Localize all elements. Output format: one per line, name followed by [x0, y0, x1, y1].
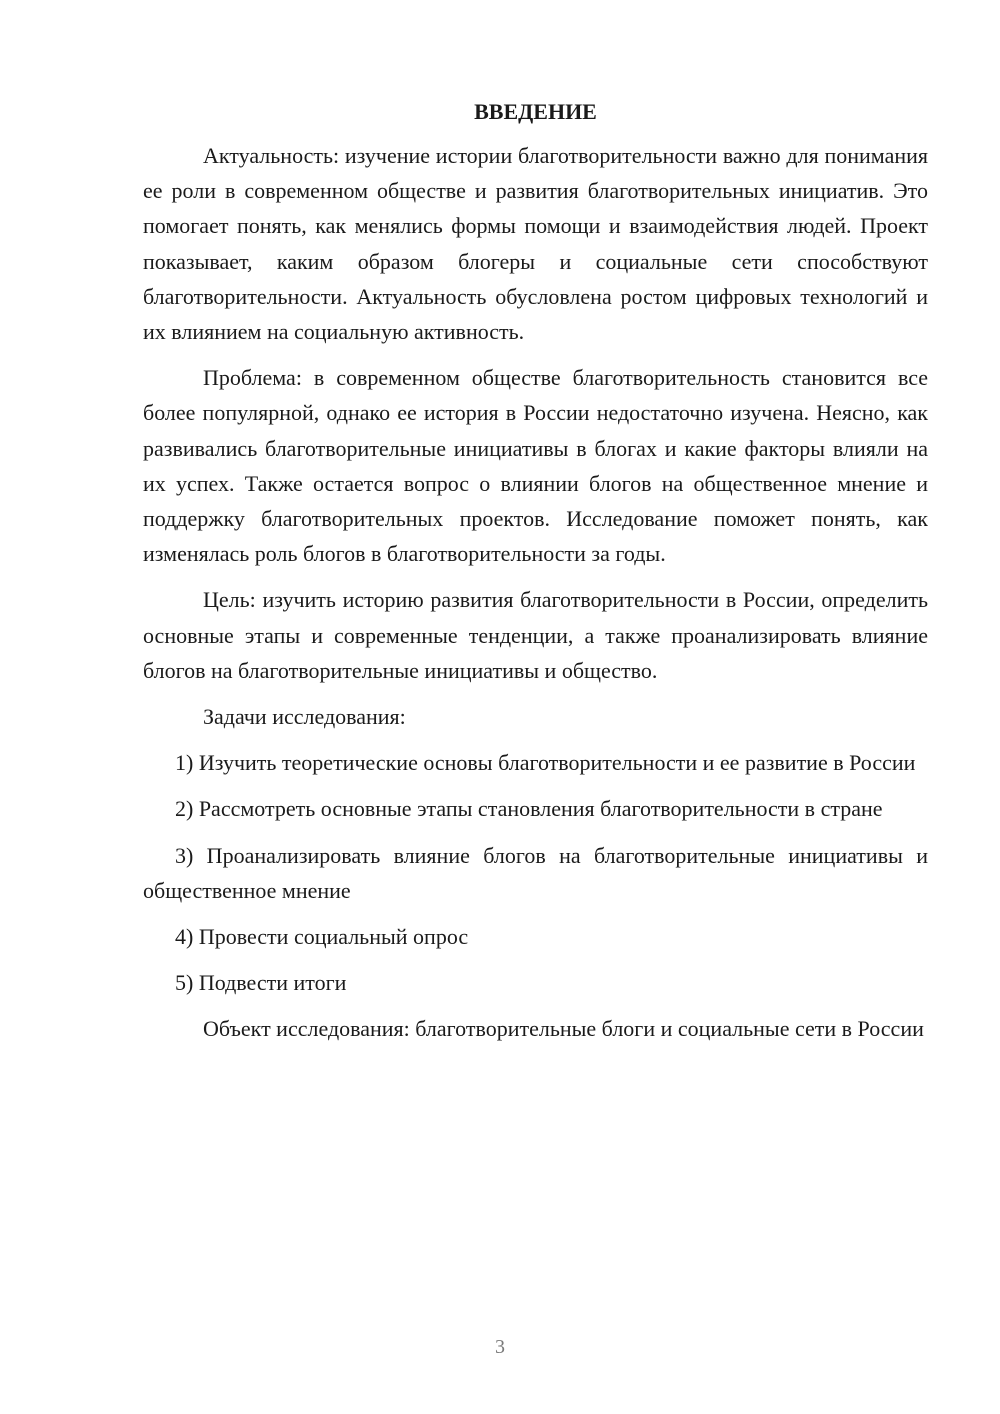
- task-item-3: 3) Проанализировать влияние блогов на благотворительные инициативы и общественное мнение: [143, 842, 928, 903]
- paragraph-goal: Цель: изучить историю развития благотворительности в России, определить основные этапы и современные тенденции, а также проанализировать влияние блогов на благотворительные инициативы и общество.: [143, 587, 928, 683]
- task-item-5: 5) Подвести итоги: [175, 970, 347, 996]
- page-number: 3: [495, 1336, 505, 1358]
- section-heading: ВВЕДЕНИЕ: [474, 99, 597, 124]
- task-item-4: 4) Провести социальный опрос: [175, 924, 469, 950]
- page-content: [143, 94, 928, 1047]
- paragraph-problem: Проблема: в современном обществе благотворительность становится все более популярной, однако ее история в России недостаточно изучена. Неясно, как развивались благотворительные инициативы в блогах и какие факторы влияли на их успех. Также остается вопрос о влиянии блогов на общественное мнение и поддержку благотворительных проектов. Исследование поможет понять, как изменялась роль блогов в благотворительности за годы.: [143, 365, 928, 567]
- task-item-2: 2) Рассмотреть основные этапы становления благотворительности в стране: [175, 796, 883, 822]
- paragraph-relevance: Актуальность: изучение истории благотворительности важно для понимания ее роли в современном обществе и развития благотворительных инициатив. Это помогает понять, как менялись формы помощи и взаимодействия людей. Проект показывает, каким образом блогеры и социальные сети способствуют благотворительности. Актуальность обусловлена ростом цифровых технологий и их влиянием на социальную активность.: [143, 143, 928, 345]
- paragraph-object: Объект исследования: благотворительные блоги и социальные сети в России: [203, 1016, 924, 1042]
- tasks-title: Задачи исследования:: [203, 704, 406, 730]
- task-item-1: 1) Изучить теоретические основы благотворительности и ее развитие в России: [175, 750, 916, 776]
